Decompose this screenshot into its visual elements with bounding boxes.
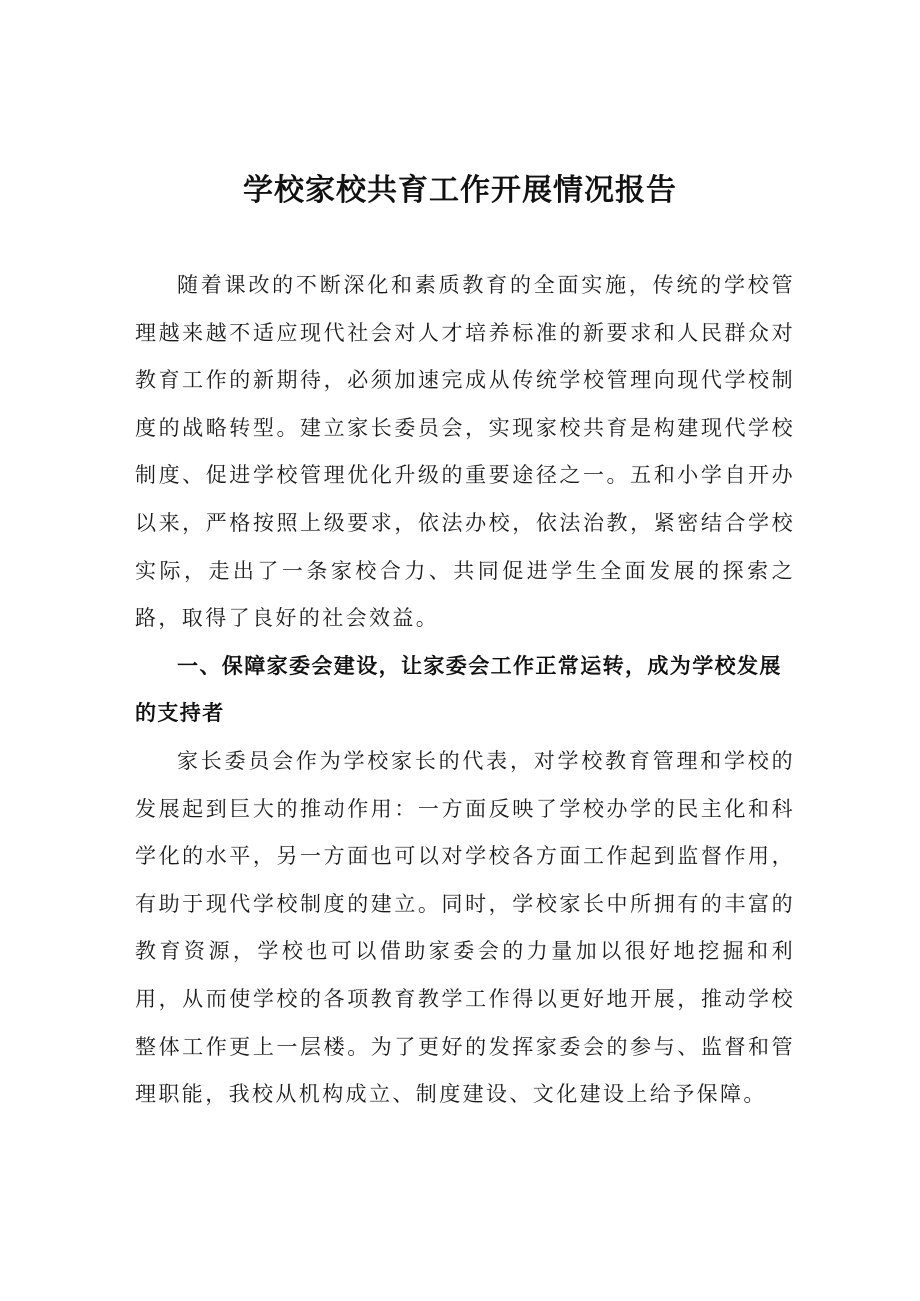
intro-paragraph: 随着课改的不断深化和素质教育的全面实施，传统的学校管理越来越不适应现代社会对人才培养标准的新要求和人民群众对教育工作的新期待，必须加速完成从传统学校管理向现代学校制度的战略转型。建立家长委员会，实现家校共育是构建现代学校制度、促进学校管理优化升级的重要途径之一。五和小学自开办以来，严格按照上级要求，依法办校，依法治教，紧密结合学校实际，走出了一条家校合力、共同促进学生全面发展的探索之路，取得了良好的社会效益。 — [135, 273, 795, 631]
section-1-heading: 一、保障家委会建设，让家委会工作正常运转，成为学校发展的支持者 — [135, 653, 782, 726]
document-title: 学校家校共育工作开展情况报告 — [243, 173, 677, 208]
section-1-paragraph: 家长委员会作为学校家长的代表，对学校教育管理和学校的发展起到巨大的推动作用：一方面反映了学校办学的民主化和科学化的水平，另一方面也可以对学校各方面工作起到监督作用，有助于现代学校制度的建立。同时，学校家长中所拥有的丰富的教育资源，学校也可以借助家委会的力量加以很好地挖掘和利用，从而使学校的各项教育教学工作得以更好地开展，推动学校整体工作更上一层楼。为了更好的发挥家委会的参与、监督和管理职能，我校从机构成立、制度建设、文化建设上给予保障。 — [135, 748, 795, 1107]
document-body — [135, 262, 795, 1119]
